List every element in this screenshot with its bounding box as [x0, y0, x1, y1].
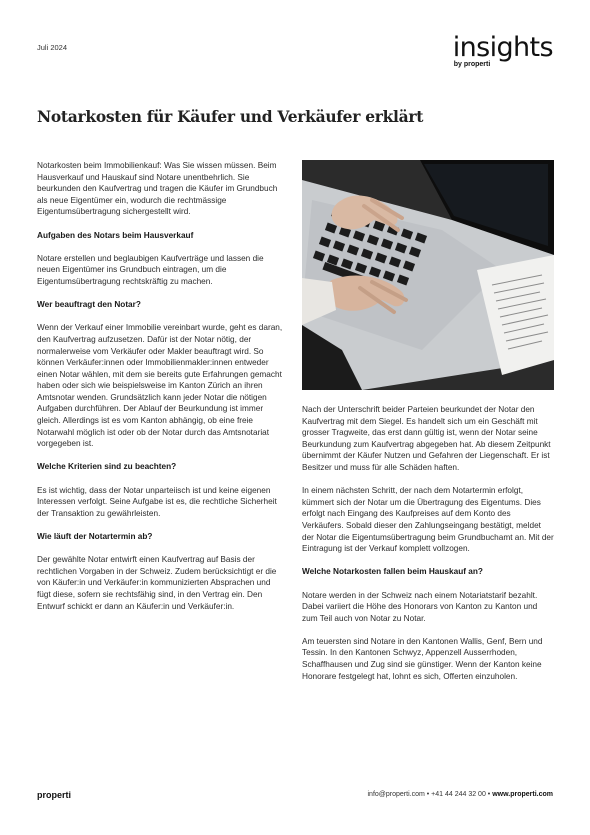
paragraph-unterschrift: Nach der Unterschrift beider Parteien beurkundet der Notar den Kaufvertrag mit dem Siegel. Es handelt sich um ein Geschäft mit grosser Tragweite, das erst dann gültig ist, wenn der Notar seine Beurkundung zum Kaufvertrag abgegeben hat. Ab diesem Zeitpunkt übernimmt der Käufer Nutzen und Gefahren der Liegenschaft. Er ist Besitzer und muss für alle Schäden haften. — [302, 405, 551, 472]
right-column — [302, 404, 554, 694]
issue-date: Juli 2024 — [37, 43, 68, 52]
paragraph-kantone: Am teuersten sind Notare in den Kantonen Wallis, Genf, Bern und Tessin. In den Kantonen Schwyz, Appenzell Ausserrhoden, Schaffhausen und Zug sind sie günstiger. Wenn der Kanton keine Honorare festgelegt hat, lohnt es sich, Offerten einzuholen. — [302, 636, 543, 681]
section-heading-aufgaben: Aufgaben des Notars beim Hausverkauf — [37, 230, 194, 240]
section-heading-notartermin: Wie läuft der Notartermin ab? — [37, 532, 153, 541]
paragraph-eigentum: In einem nächsten Schritt, der nach dem Notartermin erfolgt, kümmert sich der Notar um die Übertragung des Eigentums. Dies erfolgt nach Eingang des Kaufpreises auf dem Konto des Verkäufers. Sobald dieser den Zahlungseingang bestätigt, meldet der Notar die Eigentumsübertragung beim Grundbuchamt an. Mit der Eintragung ist der Verkauf komplett vollzogen. — [302, 486, 554, 554]
paragraph-aufgaben: Notare erstellen und beglaubigen Kaufverträge und lassen die neuen Eigentümer ins Grundbuch eintragen, um die Eigentumsübertragung rechtskräftig zu machen. — [37, 253, 264, 286]
footer-logo: properti — [37, 790, 72, 800]
left-column — [37, 160, 284, 624]
section-heading-kriterien: Welche Kriterien sind zu beachten? — [37, 462, 177, 472]
section-heading-beauftragt: Wer beauftragt den Notar? — [37, 300, 141, 310]
paragraph-notartermin: Der gewählte Notar entwirft einen Kaufvertrag auf Basis der rechtlichen Vorgaben in der Schweiz. Zudem berücksichtigt er die von Käufer:in und Verkäufer:in kommunizierten Absprachen und fügt diese, sofern sie rechtsfähig sind, in den Vertrag ein. Den Entwurf schickt er dann an Käufer:in und Verkäufer:in. — [37, 555, 277, 611]
footer-website-link[interactable]: www.properti.com — [492, 791, 553, 798]
paragraph-beauftragt: Wenn der Verkauf einer Immobilie vereinbart wurde, geht es daran, den Kaufvertrag aufzusetzen. Dafür ist der Notar nötig, der normalerweise vom Verkäufer oder Makler beauftragt wird. So können Verkäufer:innen oder Immobilienmakler:innen entweder einen Notar wählen, mit dem sie bereits gute Erfahrungen gemacht haben oder sich wie beispielsweise im Kanton Zürich an ihren Amtsnotar wenden. Grundsätzlich kann jeder Notar die nötigen Aufgaben durchführen. Der Ablauf der Beurkundung ist immer gleich. Allerdings ist es vom Kanton abhängig, ob eine freie Notarwahl möglich ist oder ob der Notar durch das Amtsnotariat vorgegeben ist. — [37, 323, 283, 449]
section-heading-notarkosten: Welche Notarkosten fallen beim Hauskauf an? — [302, 567, 483, 577]
footer-email-link[interactable]: info@properti.com — [367, 791, 425, 798]
brand-logo — [453, 34, 553, 68]
paragraph-notariatstarif: Notare werden in der Schweiz nach einem Notariatstarif bezahlt. Dabei variiert die Höhe des Honorars von Kanton zu Kanton und zum Teil auch von Notar zu Notar. — [302, 590, 538, 623]
footer-contact — [368, 791, 554, 798]
laptop-typing-photo — [302, 160, 554, 390]
footer-separator: • — [424, 791, 432, 798]
brand-subline: by properti — [453, 61, 491, 68]
footer-phone[interactable]: +41 44 244 32 00 — [431, 791, 486, 798]
footer-separator: • — [485, 791, 493, 798]
page-title: Notarkosten für Käufer und Verkäufer erklärt — [37, 107, 424, 126]
paragraph-kriterien: Es ist wichtig, dass der Notar unparteiisch ist und keine eigenen Interessen verfolgt. Seine Aufgabe ist es, die rechtliche Sicherheit der Transaktion zu gewährleisten. — [37, 485, 277, 518]
brand-name: insights — [452, 32, 553, 63]
intro-paragraph: Notarkosten beim Immobilienkauf: Was Sie wissen müssen. Beim Hausverkauf und Hauskauf sind Notare unentbehrlich. Sie beurkunden den Kaufvertrag und tragen die Käufer im Grundbuch als neue Eigentümer ein, wodurch die rechtmässige Eigentumsübertragung sichergestellt wird. — [37, 161, 278, 217]
